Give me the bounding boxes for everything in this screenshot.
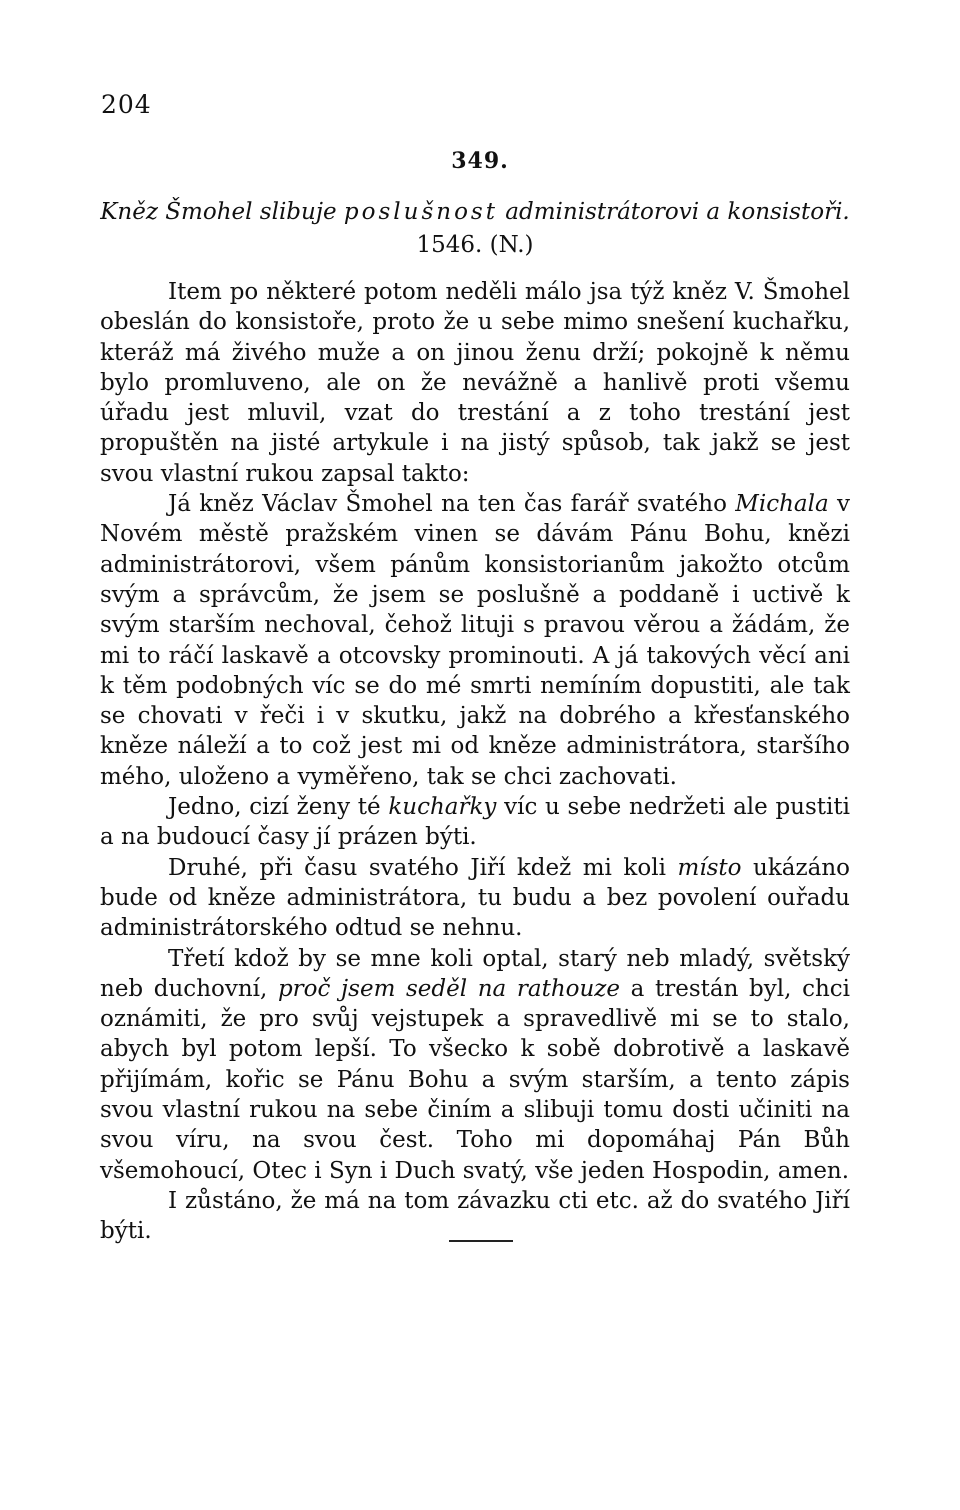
italic-text: Michala — [735, 491, 829, 518]
heading-title-part1: Kněz Šmohel slibuje — [100, 199, 344, 225]
closing-rule — [449, 1240, 513, 1242]
document-number: 349. — [451, 148, 509, 174]
paragraph-text: Item po některé potom neděli málo jsa týž kněz V. Šmohel obeslán do konsistoře, proto že u sebe mimo snešení kuchařku, kteráž má živého muže a on jinou ženu drží; pokojně k němu bylo promluveno, ale on že nevážně a hanlivě proti všemu úřadu jest mluvil, vzat do trestání a z toho trestání jest propuštěn na jisté artykule i na jistý spůsob, tak jakž se jest svou vlastní rukou zapsal takto: — [100, 279, 850, 487]
heading-title-spaced: poslušnost — [343, 199, 498, 225]
paragraph-text: víc u sebe nedržeti ale pustiti a na budoucí časy jí prázen býti. — [100, 794, 850, 851]
heading-year-source: 1546. (N.) — [416, 232, 534, 258]
paragraph — [100, 1186, 850, 1247]
italic-text: proč jsem seděl na rathouze — [277, 975, 621, 1002]
paragraph — [100, 792, 850, 853]
heading-title-part2: administrátorovi a konsistoři. — [497, 199, 850, 225]
paragraph-text: Třetí kdož by se mne koli optal, starý neb mladý, světský neb duchovní, — [100, 945, 850, 1002]
italic-text: místo — [677, 854, 742, 881]
paragraph-text: Druhé, při času svatého Jiří kdež mi koli — [168, 854, 678, 881]
page-number: 204 — [101, 90, 152, 119]
paragraph-text: a trestán byl, chci oznámiti, že pro svůj vejstupek a spravedlivě mi se to stalo, abych byl potom lepší. To všecko k sobě dobrotivě a laskavě přijímám, kořic se Pánu Bohu a svým starším, a tento zápis svou vlastní rukou na sebe činím a slibuji tomu dosti učiniti na svou víru, na svou čest. Toho mi dopomáhaj Pán Bůh všemohoucí, Otec i Syn i Duch svatý, vše jeden Hospodin, amen. — [100, 975, 850, 1184]
italic-text: kuchařky — [388, 794, 497, 821]
heading-title — [100, 196, 850, 229]
document-heading — [100, 196, 850, 262]
paragraph-text: ukázáno bude od kněze administrátora, tu budu a bez povolení ouřadu administrátorského odtud se nehnu. — [100, 854, 850, 942]
body-text — [100, 277, 850, 1247]
paragraph — [100, 489, 850, 792]
paragraph — [100, 944, 850, 1186]
paragraph — [100, 853, 850, 944]
paragraph-text: v Novém městě pražském vinen se dávám Pánu Bohu, knězi administrátorovi, všem pánům konsistorianům jakožto otcům svým a správcům, že jsem se poslušně a poddaně i uctivě k svým starším nechoval, čehož lituji s pravou věrou a žádám, že mi to ráčí laskavě a otcovsky prominouti. A já takových věcí ani k těm podobných víc se do mé smrti nemíním dopustiti, ale tak se chovati v řeči i v skutku, jakž na dobrého a křesťanského kněze náleží a to což jest mi od kněze administrátora, staršího mého, uloženo a vyměřeno, tak se chci zachovati. — [100, 491, 850, 790]
paragraph — [100, 277, 850, 489]
paragraph-text: I zůstáno, že má na tom závazku cti etc. až do svatého Jiří býti. — [100, 1187, 850, 1245]
paragraph-text: Já kněz Václav Šmohel na ten čas farář svatého — [168, 491, 736, 518]
paragraph-text: Jedno, cizí ženy té — [168, 794, 389, 821]
